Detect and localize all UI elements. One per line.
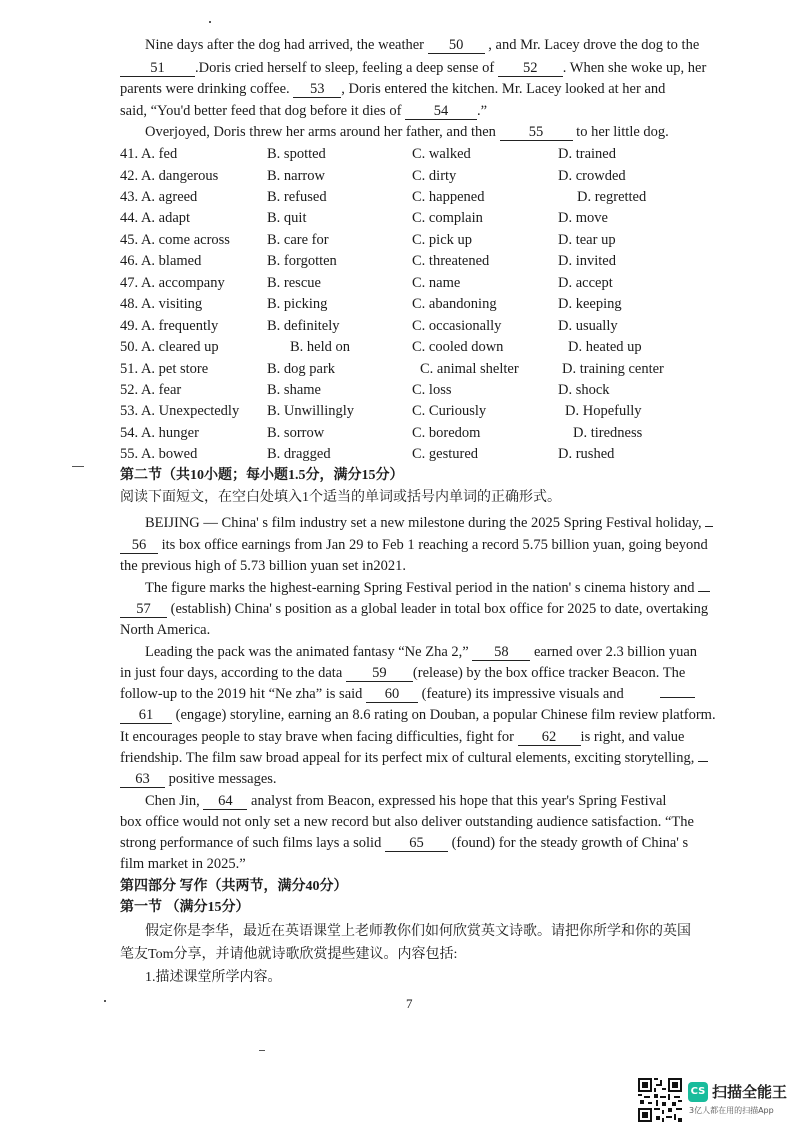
- passage-text: (feature) its impressive visuals and: [421, 686, 624, 702]
- option-c: C. name: [412, 275, 461, 291]
- option-b: B. care for: [267, 232, 329, 248]
- passage-text: BEIJING — China' s film industry set a new milestone during the 2025 Spring Festival holiday,: [145, 515, 702, 531]
- option-c: C. cooled down: [412, 339, 504, 355]
- option-c: C. Curiously: [412, 403, 487, 419]
- grammar-line: [145, 792, 666, 810]
- section-heading: 第二节（共10小题；每小题1.5分，满分15分）: [120, 468, 404, 483]
- option-b: B. rescue: [267, 275, 321, 291]
- option-c: C. animal shelter: [420, 361, 519, 377]
- question-number: 53.: [120, 403, 139, 419]
- passage-text: (establish) China' s position as a global leader in total box office for 2025 to date, overtaking: [170, 601, 709, 617]
- blank-52: 52: [498, 61, 563, 77]
- option-b: B. refused: [267, 189, 327, 205]
- passage-text: (release) by the box office tracker Beacon. The: [412, 665, 686, 681]
- option-d: D. tiredness: [573, 425, 643, 441]
- option-b: B. Unwillingly: [267, 403, 355, 419]
- passage-text: . When she woke up, her: [562, 60, 707, 76]
- option-b: B. narrow: [267, 168, 325, 184]
- passage-text: (found) for the steady growth of China' s: [451, 835, 689, 851]
- option-a: A. fed: [140, 146, 178, 162]
- part-heading: 第四部分 写作（共两节，满分40分）: [120, 879, 348, 894]
- question-number: 43.: [120, 189, 139, 205]
- passage-text: follow-up to the 2019 hit “Ne zha” is said: [120, 686, 363, 702]
- option-c: C. walked: [412, 146, 471, 162]
- option-cell-a: [120, 274, 225, 292]
- option-cell-a: [120, 295, 202, 313]
- passage-text: film market in 2025.”: [120, 856, 246, 872]
- scan-speck: [209, 21, 211, 23]
- passage-text: its box office earnings from Jan 29 to Feb 1 reaching a record 5.75 billion yuan, going beyond: [161, 537, 708, 553]
- option-a: A. bowed: [140, 446, 198, 462]
- option-a: A. cleared up: [140, 339, 219, 355]
- option-c: C. threatened: [412, 253, 490, 269]
- option-row: [0, 360, 800, 378]
- option-a: A. blamed: [140, 253, 202, 269]
- scan-speck: [72, 466, 84, 467]
- grammar-line: [120, 749, 708, 767]
- passage-text: parents were drinking coffee.: [120, 81, 290, 97]
- option-b: B. forgotten: [267, 253, 337, 269]
- option-b: B. shame: [267, 382, 321, 398]
- option-d: D. crowded: [558, 168, 626, 184]
- blank-underline: [698, 749, 708, 762]
- option-d: D. heated up: [568, 339, 642, 355]
- cloze-line: [120, 80, 665, 98]
- passage-text: strong performance of such films lays a solid: [120, 835, 382, 851]
- option-a: A. dangerous: [140, 168, 219, 184]
- option-a: A. agreed: [140, 189, 198, 205]
- passage-text: , and Mr. Lacey drove the dog to the: [488, 37, 700, 53]
- question-number: 46.: [120, 253, 139, 269]
- grammar-line: [145, 514, 713, 532]
- option-c: C. dirty: [412, 168, 457, 184]
- option-a: A. come across: [140, 232, 230, 248]
- option-row: [0, 167, 800, 185]
- option-row: [0, 381, 800, 399]
- question-number: 47.: [120, 275, 139, 291]
- blank-53: 53: [293, 82, 341, 98]
- option-cell-a: [120, 209, 190, 227]
- option-c: C. gestured: [412, 446, 479, 462]
- option-cell-a: [120, 402, 239, 420]
- option-a: A. hunger: [140, 425, 199, 441]
- option-b: B. sorrow: [267, 425, 325, 441]
- option-row: [0, 402, 800, 420]
- grammar-line: [120, 770, 277, 788]
- option-a: A. adapt: [140, 210, 191, 226]
- blank-50: 50: [428, 38, 485, 54]
- page-number: 7: [406, 996, 413, 1011]
- question-number: 42.: [120, 168, 139, 184]
- question-number: 51.: [120, 361, 139, 377]
- passage-text: the previous high of 5.73 billion yuan set in2021.: [120, 558, 406, 574]
- blank-58: 58: [472, 645, 530, 661]
- option-c: C. boredom: [412, 425, 481, 441]
- blank-56: 56: [120, 538, 158, 554]
- grammar-line: [120, 813, 694, 831]
- blank-54: 54: [405, 104, 477, 120]
- cloze-line: [145, 123, 669, 141]
- question-number: 45.: [120, 232, 139, 248]
- passage-text: North America.: [120, 622, 211, 638]
- option-cell-a: [120, 360, 208, 378]
- blank-60: 60: [366, 687, 418, 703]
- grammar-line: [120, 557, 406, 575]
- option-d: D. training center: [562, 361, 664, 377]
- passage-text: Chen Jin,: [145, 793, 200, 809]
- option-row: [0, 274, 800, 292]
- blank-64: 64: [203, 794, 247, 810]
- option-cell-a: [120, 188, 197, 206]
- option-row: [0, 317, 800, 335]
- grammar-line: [120, 664, 685, 682]
- option-cell-a: [120, 167, 218, 185]
- option-b: B. held on: [290, 339, 351, 355]
- option-d: D. invited: [558, 253, 616, 269]
- blank-62: 62: [518, 730, 581, 746]
- passage-text: said, “You'd better feed that dog before it dies of: [120, 103, 402, 119]
- option-d: D. move: [558, 210, 608, 226]
- grammar-line: [120, 536, 708, 554]
- blank-underline: [705, 514, 713, 527]
- option-row: [0, 145, 800, 163]
- scanner-brand: 扫描全能王: [712, 1083, 788, 1101]
- passage-text: .”: [477, 103, 488, 119]
- grammar-line: [120, 600, 708, 618]
- option-b: B. definitely: [267, 318, 340, 334]
- option-cell-a: [120, 145, 177, 163]
- blank-57: 57: [120, 602, 167, 618]
- section-heading: 第一节 （满分15分）: [120, 900, 250, 915]
- passage-text: positive messages.: [168, 771, 277, 787]
- blank-underline: [698, 579, 710, 592]
- option-row: [0, 209, 800, 227]
- passage-text: in just four days, according to the data: [120, 665, 343, 681]
- passage-text: is right, and value: [580, 729, 685, 745]
- qr-code-icon: [638, 1078, 682, 1122]
- passage-text: box office would not only set a new record but also deliver outstanding audience satisfaction. “The: [120, 814, 694, 830]
- grammar-line: [120, 834, 688, 852]
- grammar-line: [120, 621, 210, 639]
- option-b: B. spotted: [267, 146, 326, 162]
- question-number: 50.: [120, 339, 139, 355]
- writing-prompt: 假定你是李华，最近在英语课堂上老师教你们如何欣赏英文诗歌。请把你所学和你的英国: [145, 924, 691, 939]
- grammar-line: [145, 579, 710, 597]
- option-a: A. accompany: [140, 275, 225, 291]
- option-c: C. occasionally: [412, 318, 502, 334]
- option-c: C. pick up: [412, 232, 473, 248]
- passage-text: earned over 2.3 billion yuan: [533, 644, 698, 660]
- option-a: A. fear: [140, 382, 182, 398]
- option-d: D. trained: [558, 146, 616, 162]
- option-row: [0, 231, 800, 249]
- grammar-line: [120, 706, 716, 724]
- question-number: 52.: [120, 382, 139, 398]
- blank-55: 55: [500, 125, 573, 141]
- blank-65: 65: [385, 836, 448, 852]
- option-cell-a: [120, 445, 197, 463]
- option-d: D. shock: [558, 382, 610, 398]
- cloze-line: [145, 36, 699, 54]
- option-cell-a: [120, 424, 199, 442]
- blank-59: 59: [346, 666, 413, 682]
- option-cell-a: [120, 338, 219, 356]
- option-cell-a: [120, 317, 218, 335]
- passage-text: .Doris cried herself to sleep, feeling a deep sense of: [195, 60, 495, 76]
- passage-text: Nine days after the dog had arrived, the weather: [145, 37, 425, 53]
- option-b: B. dragged: [267, 446, 331, 462]
- section-instruction: 阅读下面短文，在空白处填入1个适当的单词或括号内单词的正确形式。: [120, 490, 561, 505]
- question-number: 41.: [120, 146, 139, 162]
- grammar-line: [145, 643, 697, 661]
- question-number: 48.: [120, 296, 139, 312]
- blank-51: 51: [120, 61, 195, 77]
- option-d: D. keeping: [558, 296, 622, 312]
- cloze-line: [120, 102, 487, 120]
- option-b: B. quit: [267, 210, 307, 226]
- question-number: 44.: [120, 210, 139, 226]
- scan-speck: [259, 1050, 265, 1051]
- option-d: D. accept: [558, 275, 613, 291]
- passage-text: (engage) storyline, earning an 8.6 rating on Douban, a popular Chinese film review platform.: [175, 707, 716, 723]
- option-c: C. complain: [412, 210, 483, 226]
- option-row: [0, 424, 800, 442]
- option-c: C. loss: [412, 382, 452, 398]
- scanner-tagline: 3亿人都在用的扫描App: [689, 1106, 774, 1115]
- passage-text: , Doris entered the kitchen. Mr. Lacey looked at her and: [341, 81, 666, 97]
- question-number: 55.: [120, 446, 139, 462]
- option-c: C. abandoning: [412, 296, 497, 312]
- question-number: 54.: [120, 425, 139, 441]
- option-a: A. Unexpectedly: [140, 403, 240, 419]
- passage-text: friendship. The film saw broad appeal for its perfect mix of cultural elements, exciting storytelling,: [120, 750, 695, 766]
- option-d: D. Hopefully: [565, 403, 642, 419]
- passage-text: analyst from Beacon, expressed his hope that this year's Spring Festival: [251, 793, 667, 809]
- question-number: 49.: [120, 318, 139, 334]
- blank-underline: [660, 685, 695, 698]
- blank-61: 61: [120, 708, 172, 724]
- cloze-line: [120, 59, 706, 77]
- option-b: B. picking: [267, 296, 328, 312]
- option-c: C. happened: [412, 189, 485, 205]
- passage-text: Leading the pack was the animated fantasy “Ne Zha 2,”: [145, 644, 469, 660]
- option-a: A. pet store: [140, 361, 209, 377]
- blank-63: 63: [120, 772, 165, 788]
- grammar-line: [120, 685, 695, 703]
- passage-text: to her little dog.: [576, 124, 669, 140]
- option-row: [0, 188, 800, 206]
- option-d: D. rushed: [558, 446, 615, 462]
- option-row: [0, 252, 800, 270]
- option-b: B. dog park: [267, 361, 336, 377]
- option-cell-a: [120, 231, 230, 249]
- option-row: [0, 295, 800, 313]
- writing-item: 1.描述课堂所学内容。: [145, 970, 282, 985]
- option-cell-a: [120, 252, 201, 270]
- option-d: D. tear up: [558, 232, 616, 248]
- option-a: A. frequently: [140, 318, 219, 334]
- camscanner-logo: CS: [688, 1082, 708, 1102]
- option-row: [0, 445, 800, 463]
- option-cell-a: [120, 381, 181, 399]
- writing-prompt: 笔友Tom分享，并请他就诗歌欣赏提些建议。内容包括:: [120, 947, 458, 962]
- passage-text: Overjoyed, Doris threw her arms around her father, and then: [145, 124, 496, 140]
- option-a: A. visiting: [140, 296, 203, 312]
- passage-text: It encourages people to stay brave when facing difficulties, fight for: [120, 729, 514, 745]
- option-d: D. usually: [558, 318, 618, 334]
- grammar-line: [120, 728, 684, 746]
- option-d: D. regretted: [577, 189, 647, 205]
- option-row: [0, 338, 800, 356]
- scan-speck: [104, 1000, 106, 1002]
- grammar-line: [120, 855, 246, 873]
- passage-text: The figure marks the highest-earning Spring Festival period in the nation' s cinema history and: [145, 580, 695, 596]
